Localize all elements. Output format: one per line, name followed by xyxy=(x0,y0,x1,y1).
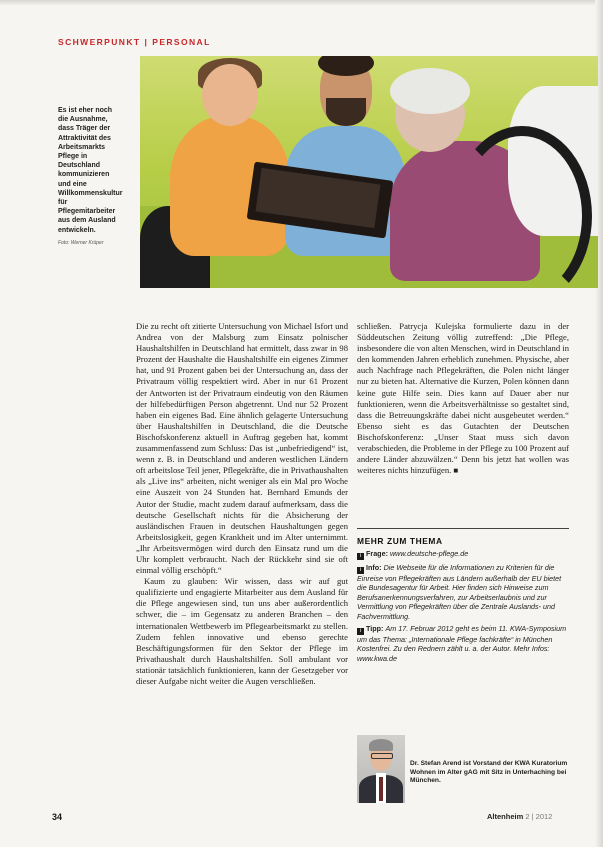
section-kicker xyxy=(58,37,211,47)
more-on-topic-box xyxy=(357,528,569,663)
info-icon: i xyxy=(357,553,364,560)
author-caption: Dr. Stefan Arend ist Vorstand der KWA Kuratorium Wohnen im Alter gAG mit Sitz in Unterhaching bei München. xyxy=(410,760,568,785)
article-paragraph: Kaum zu glauben: Wir wissen, dass wir auf gut qualifizierte und engagierte Mitarbeiter aus dem Ausland für die Pflege angewiesen sind, tun uns aber außerordentlich schwer, die – im Gegensatz zu anderen Branchen – den internationalen Wettbewerb im Pflegearbeitsmarkt zu stellen. Zudem fehlen innovative und ebenso gerechte Beschäftigungsformen für den Sektor der Pflege im Privathaushalt durch Haushaltshilfen. Soll ambulant vor stationär tatsächlich funktionieren, kann der Gesetzgeber vor dieser Aufgabe nicht weiter die Augen verschließen. xyxy=(136,576,348,686)
footer-magazine xyxy=(487,812,552,821)
info-icon: i xyxy=(357,567,364,574)
magazine-name: Altenheim xyxy=(487,812,524,821)
more-item xyxy=(357,624,569,663)
more-item xyxy=(357,549,569,560)
more-title: MEHR ZUM THEMA xyxy=(357,528,569,546)
page-number: 34 xyxy=(52,812,63,822)
article-paragraph xyxy=(357,321,569,476)
article-column-left xyxy=(136,321,348,687)
article-paragraph: Die zu recht oft zitierte Untersuchung von Michael Isfort und Andrea von der Malsburg zum Einsatz polnischer Haushaltshilfen in Deutschland hat ermittelt, dass zwar in 98 Prozent der Haushalte die Haushaltshilfe ein eigenes Zimmer hat, und 91 Prozent gaben bei der Untersuchung an, dass der Privatraum völlig respektiert wird. Aber in nur 61 Prozent der Antworten ist der Privatraum eindeutig von den Räumen der hilfebedürftigen Person abgetrennt. Und nur 52 Prozent haben ein eigenes Bad. Eine ähnlich gelagerte Untersuchung über Haushaltshilfen in Deutschland, die die Deutsche Bischofskonferenz aktuell in Auftrag gegeben hat, kommt zusammenfassend zum Schluss: Das ist „unbefriedigend“ ist, wenn z. B. in Deutschland und anderen westlichen Ländern oft arbeitslose Teil jener, Pflegekräfte, die in Privathaushalten als „Live ins“ arbeiten, nicht weniger als ein Mal pro Woche eine Auszeit von 24 Stunden hat. Bernhard Emunds der Autor der Studie, macht zudem darauf aufmerksam, dass die deutsche Gesellschaft nichts für die Absicherung der ausländischen Frauen in deutschen Haushaltungen gegen Arbeitslosigkeit, gegen Krankheit und im Alter unternimmt. „Ihr Arbeitsvermögen wird durch den Einsatz rund um die Uhr komplett verbraucht. Nach der Rückkehr sind sie oft einmal völlig erschöpft.“ xyxy=(136,321,348,576)
kicker-secondary: PERSONAL xyxy=(152,37,211,47)
kicker-primary: SCHWERPUNKT xyxy=(58,37,141,47)
page-edge xyxy=(0,0,603,6)
article-photo xyxy=(140,56,598,288)
face-woman-1 xyxy=(202,64,258,126)
more-item-label: Frage: xyxy=(366,549,388,558)
more-item xyxy=(357,563,569,621)
portrait-tie xyxy=(379,777,383,801)
photo-credit: Foto: Werner Krüper xyxy=(58,240,104,246)
more-item-link[interactable]: www.deutsche-pflege.de xyxy=(389,549,469,558)
article-paragraph-text: schließen. Patrycja Kulejska formulierte dazu in der Süddeutschen Zeitung völlig zutreffend: „Die Pflege, insbesondere die von alten Menschen, wird in Deutschland in den kommenden Jahren erheblich zunehmen. Physische, aber auch Nachfrage nach Pflegekräften, die Polen nicht länger nur zu bieten hat. Alternative die Kurzen, Polen können dann keine gute Hilfe sein. Dies kann auf Dauer aber nur funktionieren, wenn die Arbeitsverhältnisse so gestaltet sind, dass die Betreuungskräfte dabei nicht ausgebeutet werden.“ Ebenso sieht es das Gutachten der Deutschen Bischofskonferenz: „Unser Staat muss sich davon verabschieden, die Probleme in der Pflege zu 100 Prozent auf andere Länder abzuwälzen.“ Denn bis jetzt hat wollen was weiteres nichts hinzufügen. xyxy=(357,321,569,476)
more-item-label: Tipp: xyxy=(366,624,384,634)
more-item-label: Info: xyxy=(366,563,382,572)
more-item-text: Die Webseite für die Informationen zu Kriterien für die Einreise von Pflegekräften aus Ländern außerhalb der EU bietet die Bundesagentur für Arbeit. Hier finden sich Hinweise zum Berufsanerkennungsverfahren, zur Arbeitserlaubnis und zur Vermittlung von Pflegekräften über die Zentrale Auslands- und Fachvermittlung. xyxy=(357,563,562,621)
more-item-text: Am 17. Februar 2012 geht es beim 11. KWA-Symposium um das Thema: „Internationale Pflege fachkräfte“ in München Kostenfrei. Zu den Rednern zählt u. a. der Autor. Mehr Infos: www.kwa.de xyxy=(357,624,567,663)
photo-caption: Es ist eher noch die Ausnahme, dass Träger der Attraktivität des Arbeitsmarkts Pflege in Deutschland kommunizieren und eine Willkommenskultur für Pflegemitarbeiter aus dem Ausland entwickeln. xyxy=(58,107,123,234)
author-portrait xyxy=(357,735,405,803)
issue-number: 2 | 2012 xyxy=(525,812,553,821)
article-column-right xyxy=(357,321,569,476)
info-icon: i xyxy=(357,628,364,635)
end-mark: ■ xyxy=(453,466,459,476)
kicker-separator: | xyxy=(144,37,149,47)
beard-caregiver xyxy=(326,98,366,126)
hair-woman-2 xyxy=(390,68,470,114)
portrait-glasses xyxy=(371,753,393,759)
portrait-hair xyxy=(369,739,393,751)
